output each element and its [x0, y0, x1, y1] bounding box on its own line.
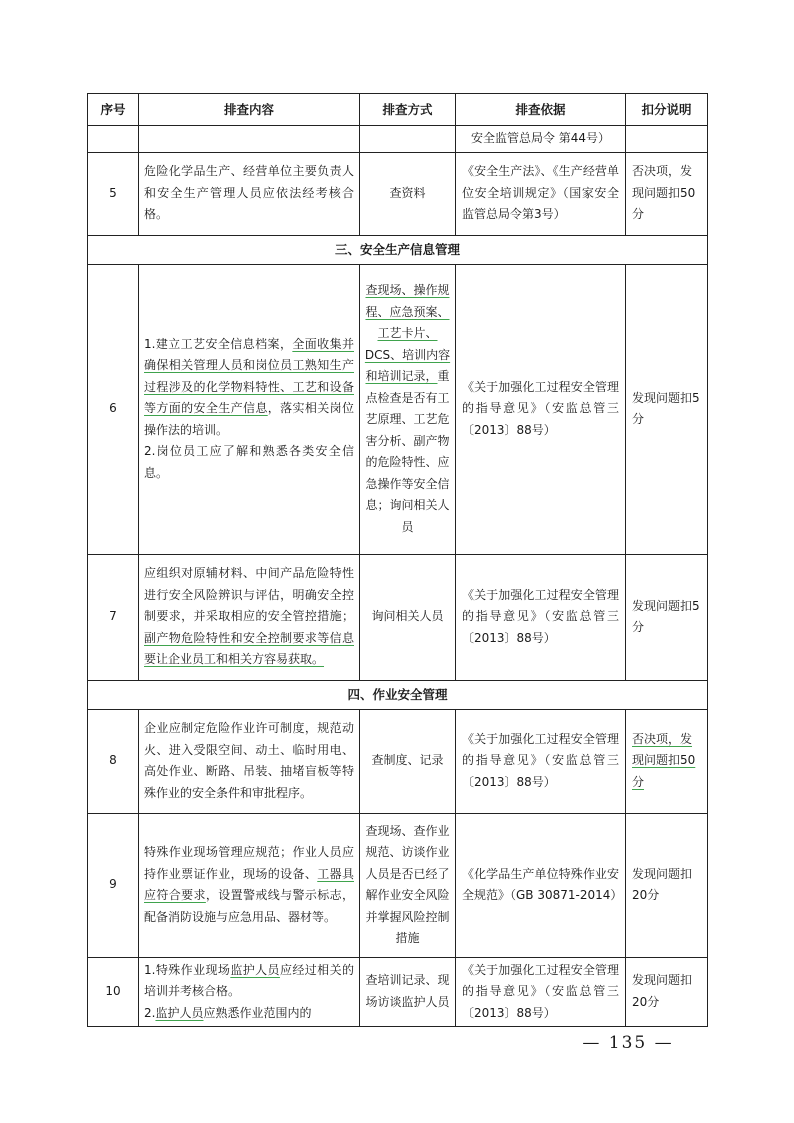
- method-highlight: 查现场、操作规程、应急预案、工艺卡片、DCS、培训内容和培训记录，: [364, 283, 451, 383]
- row-method: [360, 264, 456, 554]
- row-deduction: 发现问题扣20分: [626, 957, 708, 1027]
- content-highlight: 监护人员: [155, 1005, 204, 1020]
- row-basis: 《关于加强化工过程安全管理的指导意见》（安监总管三〔2013〕88号）: [456, 264, 626, 554]
- header-basis: 排查依据: [456, 94, 626, 126]
- row-method: [360, 126, 456, 153]
- content-part: 特殊作业现场管理应规范；作业人员应持作业票证作业，现场的设备、: [144, 845, 354, 881]
- table-row: [88, 709, 708, 813]
- page-number: — 135 —: [582, 1033, 674, 1053]
- row-basis: 《关于加强化工过程安全管理的指导意见》（安监总管三〔2013〕88号）: [456, 554, 626, 680]
- content-part: ，落实相关岗位操作法的培训。: [144, 401, 354, 437]
- header-content: 排查内容: [139, 94, 360, 126]
- row-basis: 《化学品生产单位特殊作业安全规范》（GB 30871-2014）: [456, 813, 626, 957]
- content-part: ，设置警戒线与警示标志，配备消防设施与应急用品、器材等。: [144, 888, 354, 924]
- section-row: [88, 235, 708, 264]
- row-method: 询问相关人员: [360, 554, 456, 680]
- content-part: 应经过相关的培训并考核合格。: [144, 962, 354, 998]
- row-basis: 《关于加强化工过程安全管理的指导意见》（安监总管三〔2013〕88号）: [456, 957, 626, 1027]
- row-deduction: 否决项，发现问题扣50分: [626, 152, 708, 235]
- row-deduction: [626, 709, 708, 813]
- row-deduction: 发现问题扣20分: [626, 813, 708, 957]
- content-highlight: 全面收集并确保相关管理人员和岗位员工熟知生产过程涉及的化学物料特性、工艺和设备等方面的安全生产信息: [144, 336, 354, 416]
- table-row: [88, 813, 708, 957]
- row-no: 8: [88, 709, 139, 813]
- content-highlight: 副产物危险特性和安全控制要求等信息要让企业员工和相关方容易获取。: [144, 630, 354, 667]
- row-content: 危险化学品生产、经营单位主要负责人和安全生产管理人员应依法经考核合格。: [139, 152, 360, 235]
- row-content: [139, 126, 360, 153]
- content-part: 1.建立工艺安全信息档案，: [144, 336, 293, 351]
- table-row: [88, 264, 708, 554]
- row-content: [139, 957, 360, 1027]
- row-basis: 《安全生产法》、《生产经营单位安全培训规定》（国家安全监管总局令第3号）: [456, 152, 626, 235]
- row-basis: 《关于加强化工过程安全管理的指导意见》（安监总管三〔2013〕88号）: [456, 709, 626, 813]
- section-title: 四、作业安全管理: [88, 680, 708, 709]
- table-row: [88, 554, 708, 680]
- table-row: [88, 957, 708, 1027]
- row-no: 7: [88, 554, 139, 680]
- row-no: 9: [88, 813, 139, 957]
- inspection-table: [87, 93, 708, 1027]
- content-part: 2.岗位员工应了解和熟悉各类安全信息。: [144, 444, 354, 480]
- row-basis: 安全监管总局令 第44号）: [456, 126, 626, 153]
- method-part: 重点检查是否有工艺原理、工艺危害分析、副产物的危险特性、应急操作等安全信息；询问相关人员: [365, 369, 450, 534]
- content-highlight: 监护人员: [230, 962, 280, 977]
- row-content: [139, 554, 360, 680]
- row-no: 6: [88, 264, 139, 554]
- header-no: 序号: [88, 94, 139, 126]
- table-row: [88, 152, 708, 235]
- row-method: 查制度、记录: [360, 709, 456, 813]
- content-part: 2.: [144, 1005, 156, 1020]
- deduction-highlight: 否决项，发现问题扣50分: [632, 731, 696, 789]
- row-method: 查资料: [360, 152, 456, 235]
- row-deduction: 发现问题扣5分: [626, 264, 708, 554]
- row-deduction: [626, 126, 708, 153]
- row-method: 查培训记录、现场访谈监护人员: [360, 957, 456, 1027]
- content-highlight: 工器具应符合要求: [144, 866, 354, 902]
- row-no: 5: [88, 152, 139, 235]
- content-line: [144, 1003, 354, 1025]
- header-method: 排查方式: [360, 94, 456, 126]
- section-title: 三、安全生产信息管理: [88, 235, 708, 264]
- row-no: [88, 126, 139, 153]
- row-no: 10: [88, 957, 139, 1027]
- header-deduction: 扣分说明: [626, 94, 708, 126]
- section-row: [88, 680, 708, 709]
- row-content: [139, 813, 360, 957]
- table-row: [88, 126, 708, 153]
- row-deduction: 发现问题扣5分: [626, 554, 708, 680]
- content-part: 应组织对原辅材料、中间产品危险特性进行安全风险辨识与评估，明确安全控制要求，并采取相应的安全管控措施；: [144, 566, 354, 624]
- row-content: [139, 264, 360, 554]
- row-method: 查现场、查作业规范、访谈作业人员是否已经了解作业安全风险并掌握风险控制措施: [360, 813, 456, 957]
- table-header-row: [88, 94, 708, 126]
- content-part: 1.特殊作业现场: [144, 962, 231, 977]
- content-part: 应熟悉作业范围内的: [203, 1005, 312, 1020]
- row-content: 企业应制定危险作业许可制度，规范动火、进入受限空间、动土、临时用电、高处作业、断路、吊装、抽堵盲板等特殊作业的安全条件和审批程序。: [139, 709, 360, 813]
